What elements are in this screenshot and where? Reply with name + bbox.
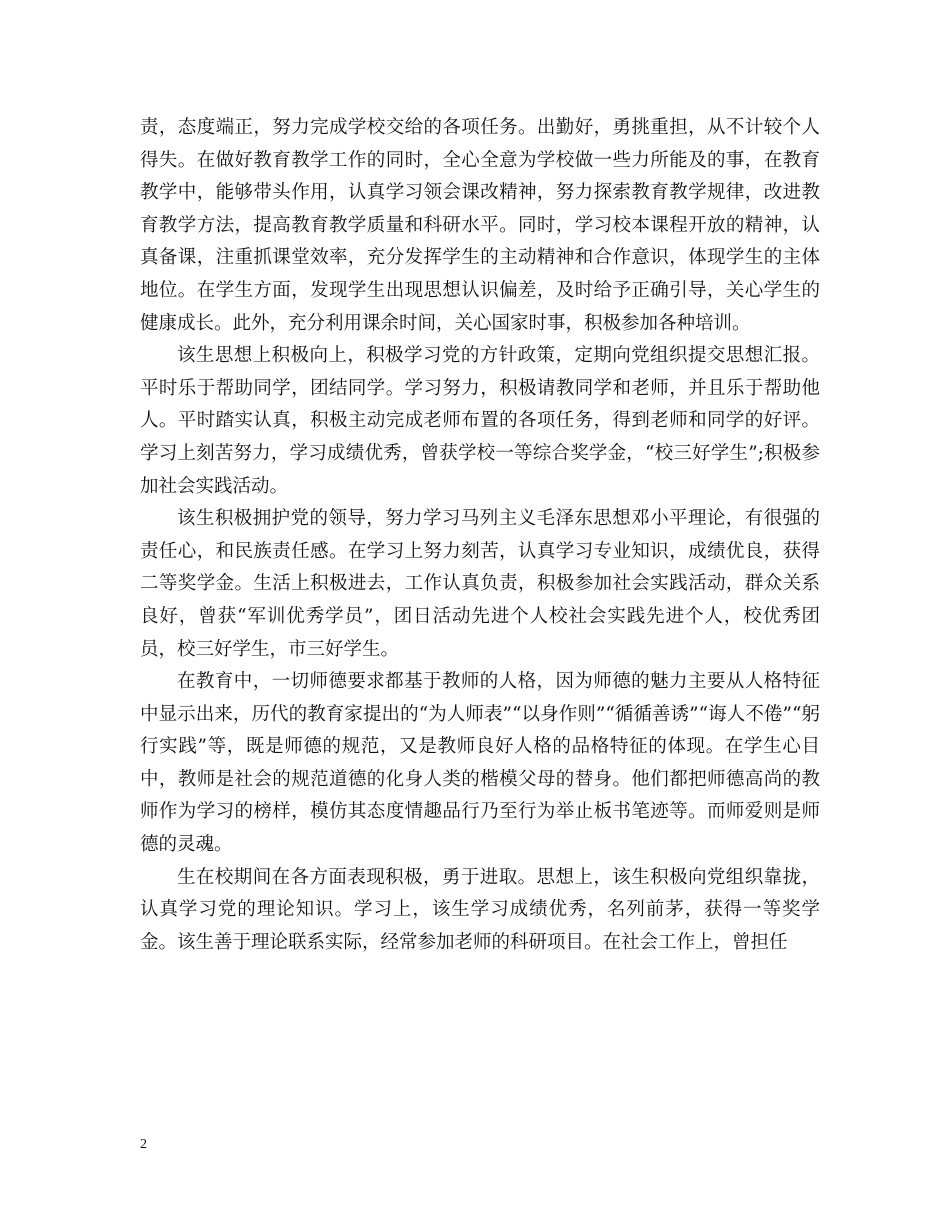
paragraph-5: 生在校期间在各方面表现积极，勇于进取。思想上，该生积极向党组织靠拢，认真学习党的理论知识。学习上，该生学习成绩优秀，名列前茅，获得一等奖学金。该生善于理论联系实际，经常参加老师的科研项目。在社会工作上，曾担任 [140,866,820,953]
paragraph-4: 在教育中，一切师德要求都基于教师的人格，因为师德的魅力主要从人格特征中显示出来，历代的教育家提出的“为人师表”“以身作则”“循循善诱”“诲人不倦”“躬行实践”等，既是师德的规范，又是教师良好人格的品格特征的体现。在学生心目中，教师是社会的规范道德的化身人类的楷模父母的替身。他们都把师德高尚的教师作为学习的榜样，模仿其态度情趣品行乃至行为举止板书笔迹等。而师爱则是师德的灵魂。 [140,671,820,856]
paragraph-3: 该生积极拥护党的领导，努力学习马列主义毛泽东思想邓小平理论，有很强的责任心，和民族责任感。在学习上努力刻苦，认真学习专业知识，成绩优良，获得二等奖学金。生活上积极进去，工作认真负责，积极参加社会实践活动，群众关系良好，曾获“军训优秀学员”，团日活动先进个人校社会实践先进个人，校优秀团员，校三好学生，市三好学生。 [140,508,820,660]
document-body [140,112,820,959]
page-number: 2 [140,1137,147,1152]
paragraph-1: 责，态度端正，努力完成学校交给的各项任务。出勤好，勇挑重担，从不计较个人得失。在做好教育教学工作的同时，全心全意为学校做一些力所能及的事，在教育教学中，能够带头作用，认真学习领会课改精神，努力探索教育教学规律，改进教育教学方法，提高教育教学质量和科研水平。同时，学习校本课程开放的精神，认真备课，注重抓课堂效率，充分发挥学生的主动精神和合作意识，体现学生的主体地位。在学生方面，发现学生出现思想认识偏差，及时给予正确引导，关心学生的健康成长。此外，充分利用课余时间，关心国家时事，积极参加各种培训。 [140,117,820,334]
paragraph-2: 该生思想上积极向上，积极学习党的方针政策，定期向党组织提交思想汇报。平时乐于帮助同学，团结同学。学习努力，积极请教同学和老师，并且乐于帮助他人。平时踏实认真，积极主动完成老师布置的各项任务，得到老师和同学的好评。学习上刻苦努力，学习成绩优秀，曾获学校一等综合奖学金，“校三好学生”;积极参加社会实践活动。 [140,345,820,497]
